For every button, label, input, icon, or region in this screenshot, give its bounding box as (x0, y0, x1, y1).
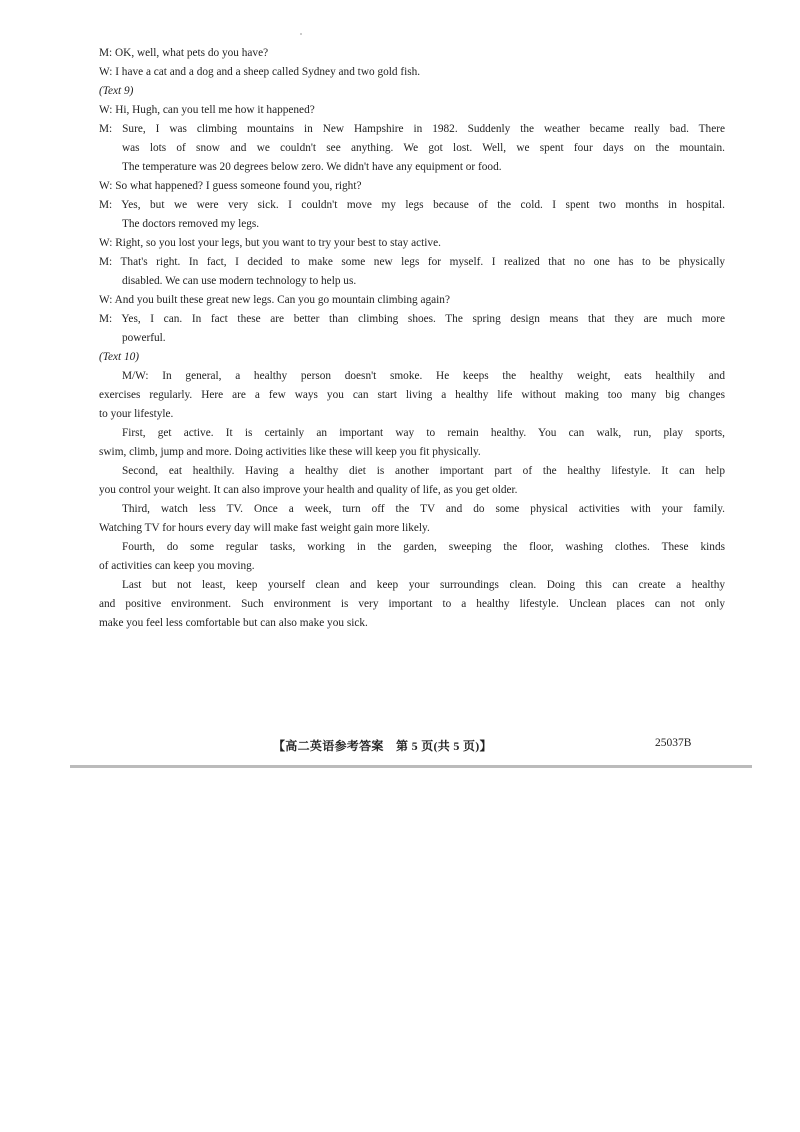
text-label: (Text 9) (99, 85, 134, 97)
dialogue-line: The doctors removed my legs. (122, 218, 260, 230)
transcript-body (99, 44, 725, 633)
paragraph-line: and positive environment. Such environment is very important to a healthy lifestyle. Unclean places can not only (99, 598, 725, 610)
dialogue-line: W: I have a cat and a dog and a sheep called Sydney and two gold fish. (99, 66, 421, 78)
dialogue-line: W: And you built these great new legs. Can you go mountain climbing again? (99, 294, 450, 306)
paragraph-line: First, get active. It is certainly an important way to remain healthy. You can walk, run, play sports, (122, 427, 725, 439)
dialogue-line: was lots of snow and we couldn't see anything. We got lost. Well, we spent four days on the mountain. (122, 142, 725, 154)
footer-title: 【高二英语参考答案 第 5 页(共 5 页)】 (273, 739, 492, 753)
paragraph-line: to your lifestyle. (99, 408, 174, 420)
paragraph-line: exercises regularly. Here are a few ways you can start living a healthy life without making too many big changes (99, 389, 725, 401)
dialogue-line: M: Yes, I can. In fact these are better than climbing shoes. The spring design means that they are much more (99, 313, 725, 325)
paragraph-line: Second, eat healthily. Having a healthy diet is another important part of the healthy lifestyle. It can help (122, 465, 725, 477)
scan-speck (300, 33, 302, 35)
dialogue-line: W: So what happened? I guess someone found you, right? (99, 180, 362, 192)
paragraph-line: Fourth, do some regular tasks, working in the garden, sweeping the floor, washing clothes. These kinds (122, 541, 725, 553)
footer-code: 25037B (655, 737, 692, 749)
paragraph-line: of activities can keep you moving. (99, 560, 255, 572)
paragraph-line: Last but not least, keep yourself clean and keep your surroundings clean. Doing this can create a healthy (122, 579, 725, 591)
dialogue-line: M: Yes, but we were very sick. I couldn't move my legs because of the cold. I spent two months in hospital. (99, 199, 725, 211)
paragraph-line: swim, climb, jump and more. Doing activities like these will keep you fit physically. (99, 446, 481, 458)
dialogue-line: M: Sure, I was climbing mountains in New Hampshire in 1982. Suddenly the weather became really bad. There (99, 123, 725, 135)
dialogue-line: W: Right, so you lost your legs, but you want to try your best to stay active. (99, 237, 441, 249)
dialogue-line: powerful. (122, 332, 166, 344)
footer-divider (70, 765, 752, 768)
paragraph-line: Watching TV for hours every day will make fast weight gain more likely. (99, 522, 430, 534)
paragraph-line: make you feel less comfortable but can also make you sick. (99, 617, 368, 629)
paragraph-line: you control your weight. It can also improve your health and quality of life, as you get older. (99, 484, 518, 496)
dialogue-line: M: That's right. In fact, I decided to make some new legs for myself. I realized that no one has to be physically (99, 256, 725, 268)
dialogue-line: The temperature was 20 degrees below zero. We didn't have any equipment or food. (122, 161, 502, 173)
dialogue-line: M: OK, well, what pets do you have? (99, 47, 269, 59)
paragraph-line: M/W: In general, a healthy person doesn't smoke. He keeps the healthy weight, eats healthily and (122, 370, 725, 382)
paragraph-line: Third, watch less TV. Once a week, turn off the TV and do some physical activities with your family. (122, 503, 725, 515)
dialogue-line: W: Hi, Hugh, can you tell me how it happened? (99, 104, 315, 116)
text-label: (Text 10) (99, 351, 140, 363)
dialogue-line: disabled. We can use modern technology to help us. (122, 275, 357, 287)
